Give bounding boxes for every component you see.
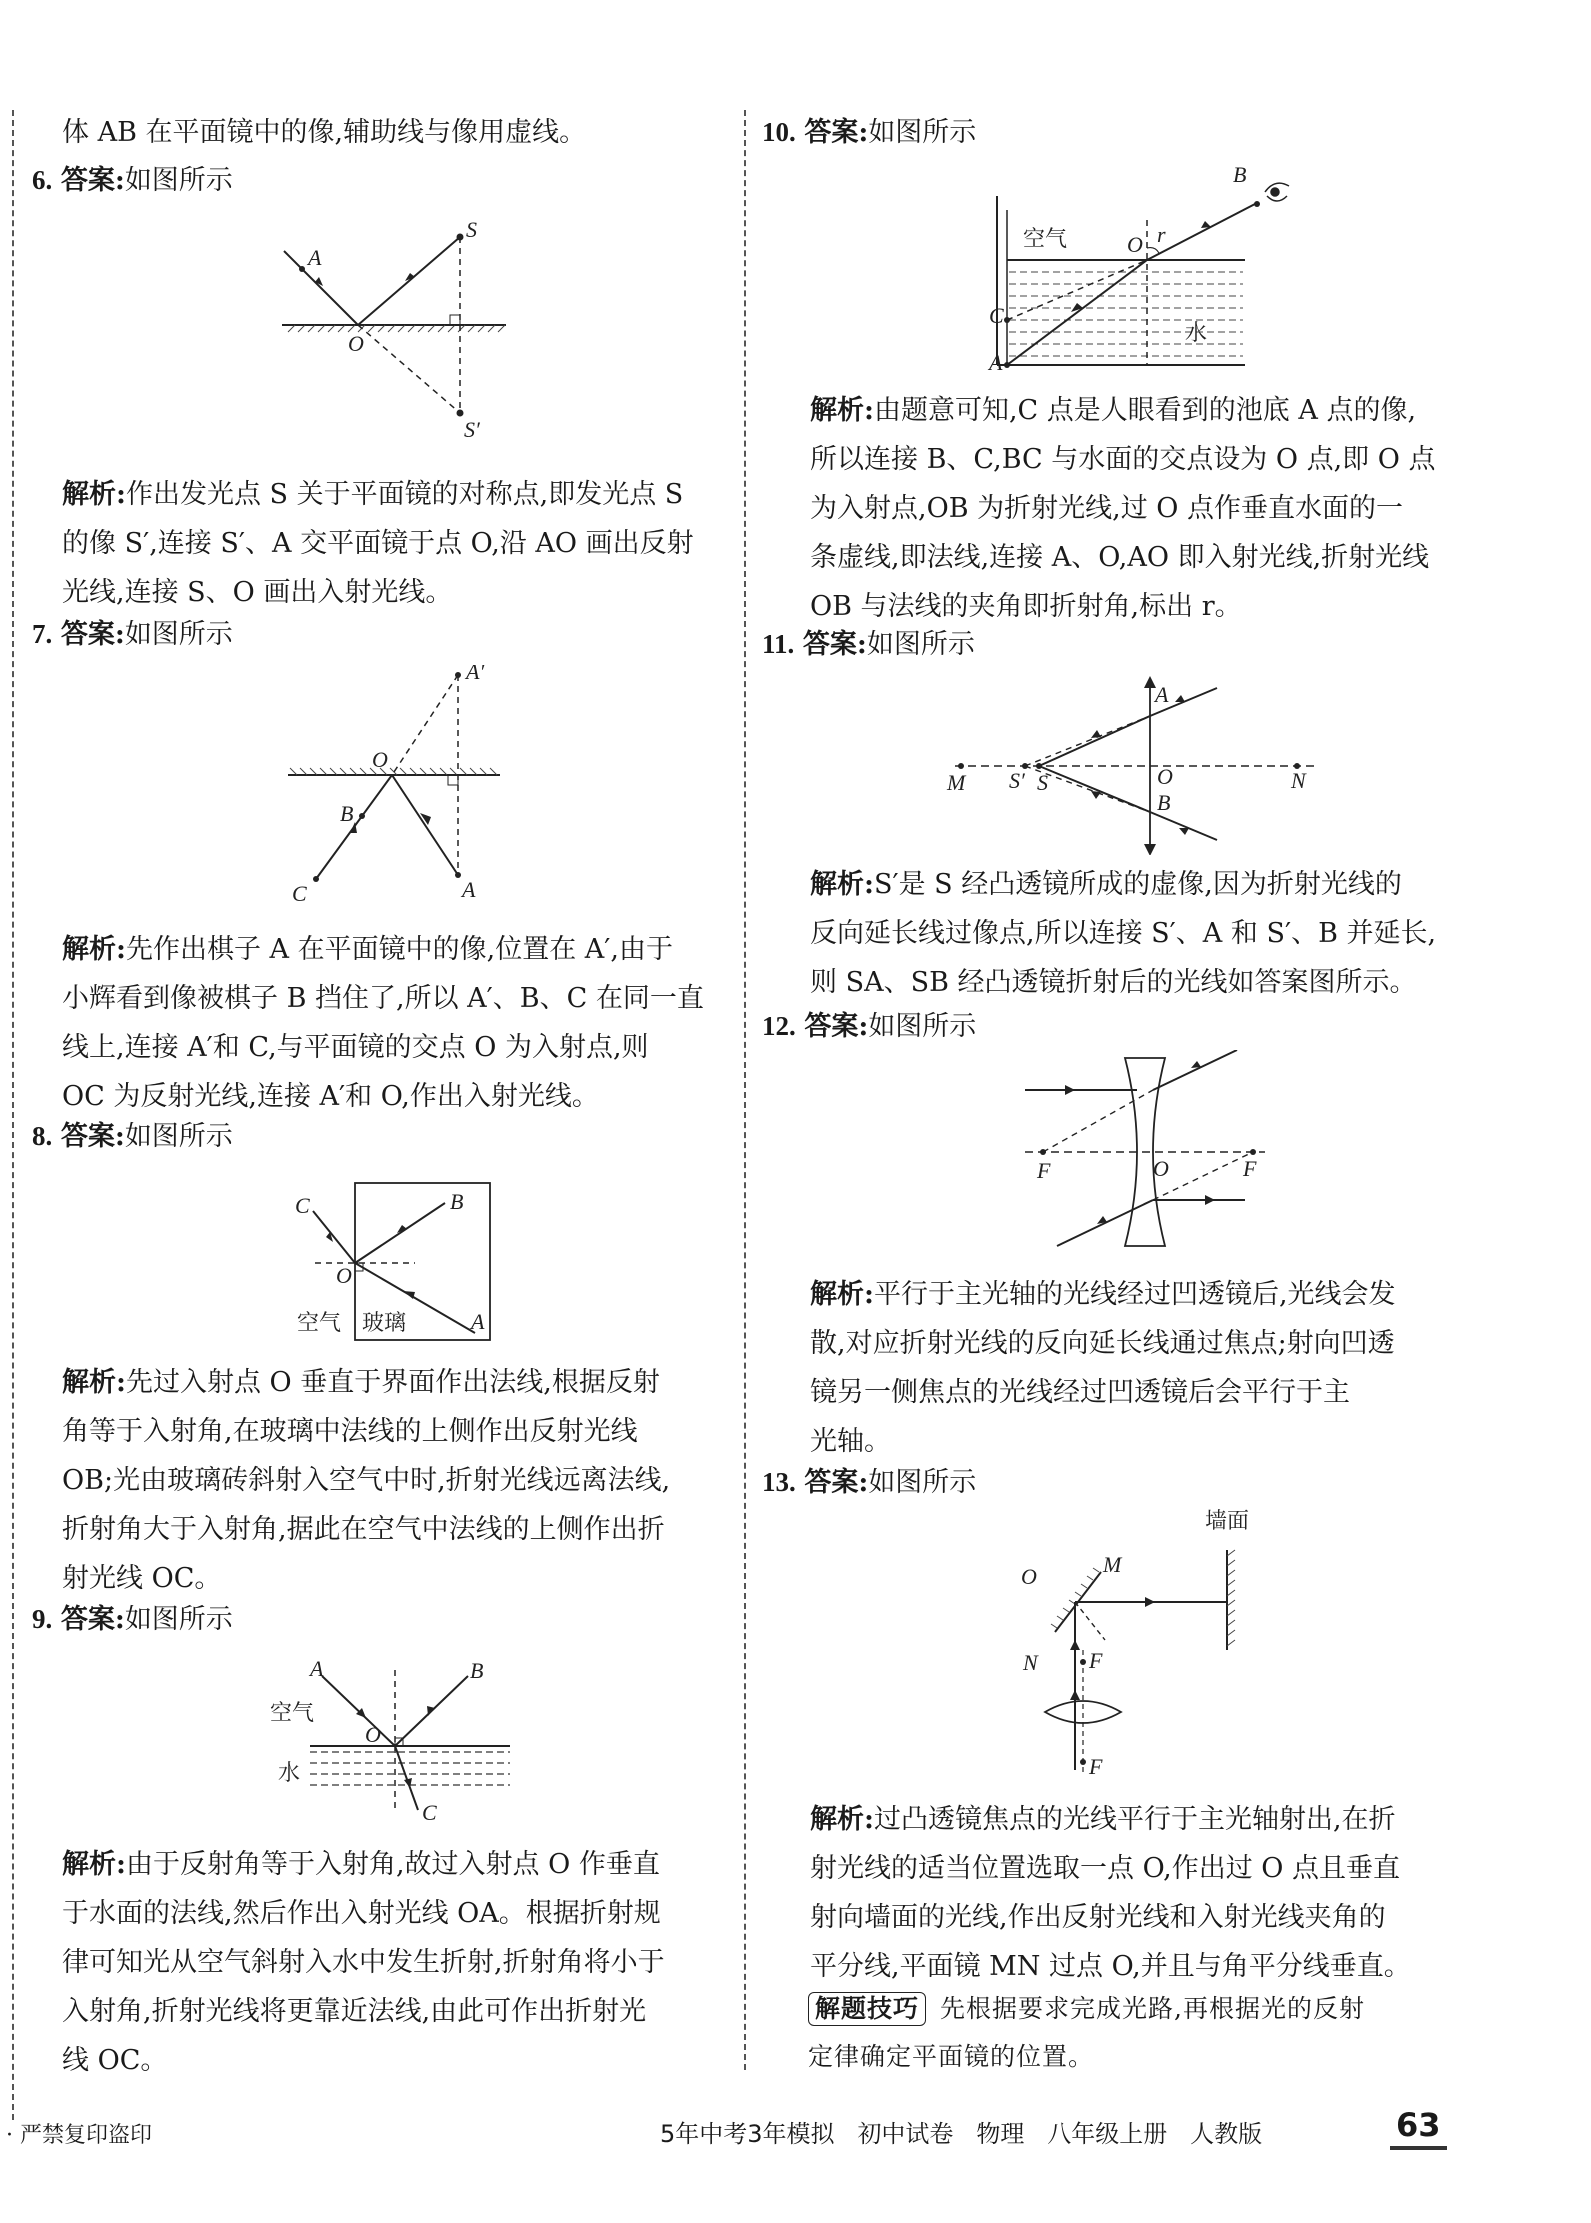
q7-label-a-image: A′ bbox=[466, 665, 485, 684]
q8-label-b: B bbox=[450, 1189, 464, 1214]
q9-answer-text: 如图所示 bbox=[124, 1604, 233, 1635]
refracted-ray-b bbox=[1150, 812, 1217, 840]
q11-number: 11. bbox=[762, 629, 795, 659]
tip-badge: 解题技巧 bbox=[808, 1992, 926, 2026]
q13-answer-label: 答案: bbox=[804, 1467, 869, 1498]
q7-figure bbox=[280, 665, 530, 920]
intro-line: 体 AB 在平面镜中的像,辅助线与像用虚线。 bbox=[62, 117, 587, 148]
q11-label-s-image: S′ bbox=[1009, 768, 1025, 793]
q8-analysis-line-1: 先过入射点 O 垂直于界面作出法线,根据反射 bbox=[125, 1367, 660, 1398]
page-number: 63 bbox=[1390, 2106, 1447, 2150]
incident-ray bbox=[1007, 260, 1147, 365]
q9-figure bbox=[270, 1660, 520, 1830]
q10-label-o: O bbox=[1127, 232, 1143, 257]
q10-analysis-line-4: 条虚线,即法线,连接 A、O,AO 即入射光线,折射光线 bbox=[810, 542, 1430, 573]
q11-label-s: S bbox=[1037, 770, 1048, 795]
q13-number: 13. bbox=[762, 1467, 796, 1497]
ray-sa bbox=[1039, 716, 1150, 766]
incident-ray bbox=[358, 237, 460, 325]
footer-edition: 人教版 bbox=[1190, 2120, 1263, 2148]
incident-ray bbox=[322, 1676, 395, 1746]
q12-analysis-label: 解析: bbox=[810, 1279, 874, 1310]
ray-sb bbox=[1039, 766, 1150, 812]
q8-analysis-label: 解析: bbox=[62, 1367, 126, 1398]
q9-analysis-line-3: 律可知光从空气斜射入水中发生折射,折射角将小于 bbox=[62, 1947, 665, 1978]
q12-answer-text: 如图所示 bbox=[868, 1011, 977, 1042]
q7-label-b: B bbox=[340, 801, 354, 826]
focal-ray-in bbox=[1057, 1200, 1153, 1246]
q6-answer-label: 答案: bbox=[60, 165, 125, 196]
q7-answer-text: 如图所示 bbox=[124, 619, 233, 650]
q9-analysis-label: 解析: bbox=[62, 1849, 126, 1880]
q7-label-o: O bbox=[372, 747, 388, 772]
diverged-ray bbox=[1153, 1050, 1237, 1090]
q11-label-m: M bbox=[947, 770, 966, 795]
q12-answer bbox=[762, 1002, 976, 1051]
q13-tip-line-1: 先根据要求完成光路,再根据光的反射 bbox=[940, 1994, 1365, 2023]
q8-answer bbox=[32, 1112, 233, 1161]
q11-answer-text: 如图所示 bbox=[866, 629, 975, 660]
q13-analysis-line-3: 射向墙面的光线,作出反射光线和入射光线夹角的 bbox=[810, 1902, 1386, 1933]
q9-label-o: O bbox=[365, 1722, 381, 1747]
q8-label-a: A bbox=[471, 1309, 485, 1334]
q8-analysis bbox=[62, 1358, 670, 1603]
q9-label-c: C bbox=[422, 1800, 437, 1825]
q10-label-air: 空气 bbox=[1023, 227, 1068, 252]
q12-label-o: O bbox=[1153, 1156, 1169, 1181]
q8-figure bbox=[285, 1175, 515, 1350]
q12-answer-label: 答案: bbox=[804, 1011, 869, 1042]
q13-analysis-line-4: 平分线,平面镜 MN 过点 O,并且与角平分线垂直。 bbox=[810, 1951, 1411, 1982]
q8-answer-label: 答案: bbox=[60, 1121, 125, 1152]
q13-answer bbox=[762, 1458, 976, 1507]
q9-label-water: 水 bbox=[278, 1761, 301, 1786]
q6-analysis-line-1: 作出发光点 S 关于平面镜的对称点,即发光点 S bbox=[125, 479, 684, 510]
q8-analysis-line-2: 角等于入射角,在玻璃中法线的上侧作出反射光线 bbox=[62, 1416, 638, 1447]
q6-label-o: O bbox=[348, 331, 364, 356]
q11-label-a: A bbox=[1155, 682, 1169, 707]
q13-analysis-line-1: 过凸透镜焦点的光线平行于主光轴射出,在折 bbox=[873, 1804, 1396, 1835]
reflected-ray bbox=[355, 1203, 445, 1263]
q7-number: 7. bbox=[32, 619, 53, 649]
q10-analysis bbox=[810, 386, 1435, 631]
q12-analysis-line-4: 光轴。 bbox=[810, 1426, 891, 1457]
q9-label-a: A bbox=[310, 1660, 324, 1681]
footer-book-info bbox=[660, 2114, 1262, 2149]
q6-figure bbox=[270, 215, 520, 445]
q13-label-f-top: F bbox=[1089, 1648, 1103, 1673]
q12-analysis-line-1: 平行于主光轴的光线经过凹透镜后,光线会发 bbox=[873, 1279, 1396, 1310]
q7-answer-label: 答案: bbox=[60, 619, 125, 650]
q9-number: 9. bbox=[32, 1604, 53, 1634]
q7-label-a: A bbox=[462, 877, 476, 902]
q12-analysis bbox=[810, 1270, 1396, 1466]
q11-analysis-line-3: 则 SA、SB 经凸透镜折射后的光线如答案图所示。 bbox=[810, 967, 1417, 998]
q10-figure bbox=[975, 160, 1305, 370]
q11-analysis-label: 解析: bbox=[810, 869, 874, 900]
q11-analysis-line-2: 反向延长线过像点,所以连接 S′、A 和 S′、B 并延长, bbox=[810, 918, 1437, 949]
refracted-ray bbox=[313, 1211, 355, 1263]
q11-label-o: O bbox=[1157, 764, 1173, 789]
image-construction-line bbox=[392, 675, 458, 775]
q6-label-s: S bbox=[466, 217, 477, 242]
q11-analysis bbox=[810, 860, 1436, 1007]
q7-analysis bbox=[62, 925, 704, 1121]
q9-analysis-line-4: 入射角,折射光线将更靠近法线,由此可作出折射光 bbox=[62, 1996, 647, 2027]
q11-label-b: B bbox=[1157, 790, 1171, 815]
q9-analysis-line-2: 于水面的法线,然后作出入射光线 OA。根据折射规 bbox=[62, 1898, 661, 1929]
q8-label-c: C bbox=[295, 1193, 310, 1218]
q7-analysis-line-3: 线上,连接 A′和 C,与平面镜的交点 O 为入射点,则 bbox=[62, 1032, 649, 1063]
footer-type: 初中试卷 bbox=[857, 2120, 954, 2148]
q7-analysis-line-2: 小辉看到像被棋子 B 挡住了,所以 A′、B、C 在同一直 bbox=[62, 983, 704, 1014]
q11-figure bbox=[935, 670, 1335, 855]
q9-analysis-line-1: 由于反射角等于入射角,故过入射点 O 作垂直 bbox=[125, 1849, 660, 1880]
q10-label-c: C bbox=[989, 303, 1004, 328]
extension-a bbox=[1025, 716, 1150, 766]
q13-label-f-bottom: F bbox=[1089, 1754, 1103, 1779]
q7-answer bbox=[32, 610, 233, 659]
column-divider bbox=[744, 110, 746, 2070]
q9-answer-label: 答案: bbox=[60, 1604, 125, 1635]
angle-bisector bbox=[1075, 1602, 1105, 1640]
footer-grade: 八年级上册 bbox=[1047, 2120, 1168, 2148]
q13-answer-text: 如图所示 bbox=[868, 1467, 977, 1498]
q10-analysis-line-3: 为入射点,OB 为折射光线,过 O 点作垂直水面的一 bbox=[810, 493, 1404, 524]
left-margin-divider bbox=[12, 110, 14, 2120]
q8-analysis-line-3: OB;光由玻璃砖斜射入空气中时,折射光线远离法线, bbox=[62, 1465, 671, 1496]
q13-analysis-label: 解析: bbox=[810, 1804, 874, 1835]
q8-label-glass: 玻璃 bbox=[362, 1311, 407, 1336]
q6-label-a: A bbox=[308, 245, 322, 270]
mirror-hatching bbox=[290, 768, 497, 775]
q11-answer bbox=[762, 620, 975, 669]
q7-analysis-line-4: OC 为反射光线,连接 A′和 O,作出入射光线。 bbox=[62, 1081, 599, 1112]
q7-analysis-label: 解析: bbox=[62, 934, 126, 965]
virtual-line bbox=[1007, 260, 1147, 320]
incident-ray bbox=[392, 775, 458, 875]
q7-analysis-line-1: 先作出棋子 A 在平面镜中的像,位置在 A′,由于 bbox=[125, 934, 674, 965]
footer-subject: 物理 bbox=[976, 2120, 1025, 2148]
q13-label-n: N bbox=[1023, 1650, 1038, 1675]
q12-number: 12. bbox=[762, 1011, 796, 1041]
q12-label-f-right: F bbox=[1243, 1156, 1257, 1181]
q12-analysis-line-2: 散,对应折射光线的反向延长线通过焦点;射向凹透 bbox=[810, 1328, 1395, 1359]
q8-label-o: O bbox=[336, 1263, 352, 1288]
q8-number: 8. bbox=[32, 1121, 53, 1151]
q6-answer-text: 如图所示 bbox=[124, 165, 233, 196]
q6-label-s-image: S′ bbox=[464, 417, 480, 442]
q10-answer bbox=[762, 108, 976, 157]
q10-label-r: r bbox=[1157, 222, 1166, 247]
q13-label-o: O bbox=[1021, 1564, 1037, 1589]
q9-analysis-line-5: 线 OC。 bbox=[62, 2045, 168, 2076]
q7-label-c: C bbox=[292, 881, 307, 906]
q12-analysis-line-3: 镜另一侧焦点的光线经过凹透镜后会平行于主 bbox=[810, 1377, 1350, 1408]
footer-notice: · 严禁复印盗印 bbox=[6, 2123, 152, 2148]
q10-label-a: A bbox=[989, 350, 1003, 370]
refracted-ray bbox=[395, 1746, 418, 1810]
q6-analysis-line-3: 光线,连接 S、O 画出入射光线。 bbox=[62, 577, 453, 608]
q6-analysis-line-2: 的像 S′,连接 S′、A 交平面镜于点 O,沿 AO 画出反射 bbox=[62, 528, 694, 559]
q9-answer bbox=[32, 1595, 233, 1644]
footer-series: 5年中考3年模拟 bbox=[660, 2120, 835, 2148]
q6-analysis bbox=[62, 470, 694, 617]
q8-answer-text: 如图所示 bbox=[124, 1121, 233, 1152]
q10-analysis-line-1: 由题意可知,C 点是人眼看到的池底 A 点的像, bbox=[873, 395, 1417, 426]
q11-label-n: N bbox=[1291, 768, 1306, 793]
wall-hatching bbox=[1227, 1550, 1235, 1646]
mirror-hatching bbox=[288, 325, 505, 332]
q13-label-m: M bbox=[1103, 1552, 1122, 1577]
image-construction-line bbox=[358, 325, 460, 413]
eye-icon bbox=[1265, 183, 1289, 201]
q11-answer-label: 答案: bbox=[802, 629, 867, 660]
q9-label-air: 空气 bbox=[270, 1701, 315, 1726]
q8-label-air: 空气 bbox=[297, 1311, 342, 1336]
q8-analysis-line-5: 射光线 OC。 bbox=[62, 1563, 222, 1594]
q10-number: 10. bbox=[762, 117, 796, 147]
q9-analysis bbox=[62, 1840, 665, 2085]
water-hatching bbox=[1009, 272, 1243, 356]
q10-label-water: 水 bbox=[1185, 321, 1208, 346]
q6-answer bbox=[32, 156, 233, 205]
q13-figure bbox=[1005, 1500, 1295, 1790]
q6-number: 6. bbox=[32, 165, 53, 195]
q12-figure bbox=[1015, 1050, 1275, 1265]
q11-analysis-line-1: S′是 S 经凸透镜所成的虚像,因为折射光线的 bbox=[873, 869, 1402, 900]
q10-analysis-line-2: 所以连接 B、C,BC 与水面的交点设为 O 点,即 O 点 bbox=[810, 444, 1436, 475]
q8-analysis-line-4: 折射角大于入射角,据此在空气中法线的上侧作出折 bbox=[62, 1514, 665, 1545]
q12-label-f-left: F bbox=[1037, 1158, 1051, 1183]
q13-tip-line-2: 定律确定平面镜的位置。 bbox=[808, 2042, 1095, 2071]
q10-analysis-label: 解析: bbox=[810, 395, 874, 426]
q13-analysis-line-2: 射光线的适当位置选取一点 O,作出过 O 点且垂直 bbox=[810, 1853, 1401, 1884]
q10-label-b: B bbox=[1233, 162, 1247, 187]
q13-tip bbox=[808, 1985, 1365, 2081]
q13-analysis bbox=[810, 1795, 1411, 1991]
q9-label-b: B bbox=[470, 1660, 484, 1683]
q13-label-wall: 墙面 bbox=[1205, 1509, 1250, 1534]
q10-answer-label: 答案: bbox=[804, 117, 869, 148]
q6-analysis-label: 解析: bbox=[62, 479, 126, 510]
q10-answer-text: 如图所示 bbox=[868, 117, 977, 148]
q10-analysis-line-5: OB 与法线的夹角即折射角,标出 r。 bbox=[810, 591, 1242, 622]
